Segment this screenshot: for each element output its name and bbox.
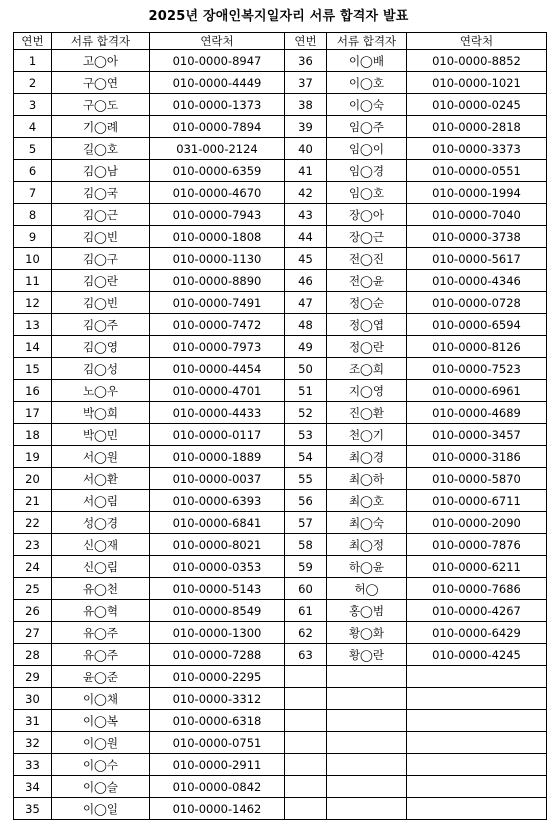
cell-name: 전◯윤 bbox=[327, 270, 407, 292]
cell-name: 이◯배 bbox=[327, 50, 407, 72]
cell-no: 35 bbox=[14, 798, 52, 820]
header-phone: 연락처 bbox=[150, 33, 285, 50]
cell-phone: 010-0000-4670 bbox=[150, 182, 285, 204]
cell-phone: 010-0000-4346 bbox=[407, 270, 547, 292]
cell-name: 황◯란 bbox=[327, 644, 407, 666]
cell-phone: 010-0000-7943 bbox=[150, 204, 285, 226]
cell-no: 8 bbox=[14, 204, 52, 226]
cell-no: 20 bbox=[14, 468, 52, 490]
cell-name: 이◯수 bbox=[52, 754, 150, 776]
cell-phone: 010-0000-3373 bbox=[407, 138, 547, 160]
cell-no: 62 bbox=[285, 622, 327, 644]
table-row bbox=[14, 424, 547, 446]
cell-name: 유◯주 bbox=[52, 622, 150, 644]
cell-no: 59 bbox=[285, 556, 327, 578]
cell-no: 10 bbox=[14, 248, 52, 270]
cell-name: 임◯호 bbox=[327, 182, 407, 204]
cell-phone: 010-0000-1300 bbox=[150, 622, 285, 644]
cell-phone bbox=[407, 754, 547, 776]
cell-no: 24 bbox=[14, 556, 52, 578]
cell-no: 48 bbox=[285, 314, 327, 336]
cell-no: 52 bbox=[285, 402, 327, 424]
cell-phone: 010-0000-0245 bbox=[407, 94, 547, 116]
cell-no: 31 bbox=[14, 710, 52, 732]
cell-no: 30 bbox=[14, 688, 52, 710]
cell-no: 3 bbox=[14, 94, 52, 116]
table-row bbox=[14, 776, 547, 798]
cell-name: 구◯도 bbox=[52, 94, 150, 116]
table-row bbox=[14, 160, 547, 182]
cell-no: 11 bbox=[14, 270, 52, 292]
cell-name: 고◯아 bbox=[52, 50, 150, 72]
table-row bbox=[14, 644, 547, 666]
cell-no: 22 bbox=[14, 512, 52, 534]
cell-phone: 010-0000-0037 bbox=[150, 468, 285, 490]
cell-name: 하◯윤 bbox=[327, 556, 407, 578]
cell-name: 김◯성 bbox=[52, 358, 150, 380]
cell-phone: 010-0000-4267 bbox=[407, 600, 547, 622]
cell-phone: 010-0000-1130 bbox=[150, 248, 285, 270]
cell-no: 57 bbox=[285, 512, 327, 534]
table-row bbox=[14, 556, 547, 578]
cell-no: 45 bbox=[285, 248, 327, 270]
cell-phone: 010-0000-8021 bbox=[150, 534, 285, 556]
cell-phone: 010-0000-6594 bbox=[407, 314, 547, 336]
cell-name: 천◯기 bbox=[327, 424, 407, 446]
table-row bbox=[14, 116, 547, 138]
cell-no bbox=[285, 688, 327, 710]
cell-phone: 010-0000-0728 bbox=[407, 292, 547, 314]
cell-no: 50 bbox=[285, 358, 327, 380]
table-row bbox=[14, 622, 547, 644]
cell-name: 진◯환 bbox=[327, 402, 407, 424]
cell-phone: 010-0000-8947 bbox=[150, 50, 285, 72]
cell-name: 박◯민 bbox=[52, 424, 150, 446]
cell-no: 13 bbox=[14, 314, 52, 336]
cell-name: 최◯경 bbox=[327, 446, 407, 468]
cell-no: 1 bbox=[14, 50, 52, 72]
cell-no: 19 bbox=[14, 446, 52, 468]
cell-name: 이◯숙 bbox=[327, 94, 407, 116]
header-row bbox=[14, 33, 547, 50]
cell-phone: 010-0000-1889 bbox=[150, 446, 285, 468]
cell-name: 황◯화 bbox=[327, 622, 407, 644]
cell-phone: 010-0000-2818 bbox=[407, 116, 547, 138]
cell-name: 홍◯범 bbox=[327, 600, 407, 622]
cell-phone bbox=[407, 688, 547, 710]
table-row bbox=[14, 578, 547, 600]
cell-no: 60 bbox=[285, 578, 327, 600]
cell-phone: 010-0000-7040 bbox=[407, 204, 547, 226]
cell-phone: 010-0000-7973 bbox=[150, 336, 285, 358]
cell-phone: 010-0000-0353 bbox=[150, 556, 285, 578]
cell-no: 12 bbox=[14, 292, 52, 314]
cell-no: 32 bbox=[14, 732, 52, 754]
cell-name: 윤◯준 bbox=[52, 666, 150, 688]
cell-name: 임◯이 bbox=[327, 138, 407, 160]
cell-phone: 010-0000-6359 bbox=[150, 160, 285, 182]
cell-phone: 010-0000-5617 bbox=[407, 248, 547, 270]
cell-phone bbox=[407, 798, 547, 820]
cell-no: 25 bbox=[14, 578, 52, 600]
table-row bbox=[14, 468, 547, 490]
cell-phone: 010-0000-4689 bbox=[407, 402, 547, 424]
cell-no: 17 bbox=[14, 402, 52, 424]
cell-name: 장◯아 bbox=[327, 204, 407, 226]
cell-name: 서◯림 bbox=[52, 490, 150, 512]
cell-phone: 031-000-2124 bbox=[150, 138, 285, 160]
cell-no: 55 bbox=[285, 468, 327, 490]
cell-phone: 010-0000-2911 bbox=[150, 754, 285, 776]
table-row bbox=[14, 490, 547, 512]
cell-no: 54 bbox=[285, 446, 327, 468]
cell-phone: 010-0000-6961 bbox=[407, 380, 547, 402]
cell-no bbox=[285, 776, 327, 798]
cell-phone: 010-0000-4449 bbox=[150, 72, 285, 94]
table-row bbox=[14, 336, 547, 358]
cell-no: 28 bbox=[14, 644, 52, 666]
table-row bbox=[14, 380, 547, 402]
table-row bbox=[14, 534, 547, 556]
cell-name: 김◯주 bbox=[52, 314, 150, 336]
cell-no: 53 bbox=[285, 424, 327, 446]
cell-phone: 010-0000-3186 bbox=[407, 446, 547, 468]
cell-name: 최◯숙 bbox=[327, 512, 407, 534]
cell-name: 길◯호 bbox=[52, 138, 150, 160]
table-row bbox=[14, 446, 547, 468]
table-row bbox=[14, 666, 547, 688]
cell-no: 43 bbox=[285, 204, 327, 226]
cell-phone: 010-0000-0117 bbox=[150, 424, 285, 446]
cell-no bbox=[285, 754, 327, 776]
cell-name: 김◯구 bbox=[52, 248, 150, 270]
table-row bbox=[14, 270, 547, 292]
cell-phone: 010-0000-4245 bbox=[407, 644, 547, 666]
cell-phone: 010-0000-7876 bbox=[407, 534, 547, 556]
cell-no: 33 bbox=[14, 754, 52, 776]
table-row bbox=[14, 798, 547, 820]
cell-phone: 010-0000-6711 bbox=[407, 490, 547, 512]
cell-no: 37 bbox=[285, 72, 327, 94]
cell-phone: 010-0000-8890 bbox=[150, 270, 285, 292]
cell-phone: 010-0000-6393 bbox=[150, 490, 285, 512]
cell-name: 지◯영 bbox=[327, 380, 407, 402]
table-row bbox=[14, 402, 547, 424]
cell-no: 38 bbox=[285, 94, 327, 116]
cell-phone: 010-0000-5870 bbox=[407, 468, 547, 490]
cell-name: 김◯국 bbox=[52, 182, 150, 204]
cell-phone: 010-0000-7288 bbox=[150, 644, 285, 666]
table-row bbox=[14, 292, 547, 314]
table-row bbox=[14, 600, 547, 622]
cell-name: 정◯순 bbox=[327, 292, 407, 314]
cell-phone bbox=[407, 776, 547, 798]
cell-name: 이◯호 bbox=[327, 72, 407, 94]
header-no: 연번 bbox=[14, 33, 52, 50]
cell-name bbox=[327, 688, 407, 710]
cell-name: 정◯엽 bbox=[327, 314, 407, 336]
cell-phone: 010-0000-1808 bbox=[150, 226, 285, 248]
cell-name: 이◯채 bbox=[52, 688, 150, 710]
cell-name: 신◯재 bbox=[52, 534, 150, 556]
cell-phone: 010-0000-1373 bbox=[150, 94, 285, 116]
cell-no: 4 bbox=[14, 116, 52, 138]
cell-name bbox=[327, 754, 407, 776]
cell-phone: 010-0000-2295 bbox=[150, 666, 285, 688]
cell-name: 최◯호 bbox=[327, 490, 407, 512]
table-row bbox=[14, 710, 547, 732]
cell-name: 유◯주 bbox=[52, 644, 150, 666]
header-no: 연번 bbox=[285, 33, 327, 50]
cell-name: 박◯희 bbox=[52, 402, 150, 424]
cell-no bbox=[285, 666, 327, 688]
cell-no: 34 bbox=[14, 776, 52, 798]
cell-phone: 010-0000-6318 bbox=[150, 710, 285, 732]
cell-no: 27 bbox=[14, 622, 52, 644]
cell-no: 61 bbox=[285, 600, 327, 622]
cell-phone: 010-0000-6429 bbox=[407, 622, 547, 644]
cell-phone: 010-0000-1462 bbox=[150, 798, 285, 820]
cell-name: 임◯주 bbox=[327, 116, 407, 138]
cell-name: 정◯란 bbox=[327, 336, 407, 358]
cell-phone: 010-0000-7472 bbox=[150, 314, 285, 336]
table-row bbox=[14, 754, 547, 776]
cell-phone: 010-0000-0751 bbox=[150, 732, 285, 754]
cell-phone: 010-0000-4433 bbox=[150, 402, 285, 424]
cell-name: 이◯슬 bbox=[52, 776, 150, 798]
cell-name: 최◯정 bbox=[327, 534, 407, 556]
cell-phone bbox=[407, 666, 547, 688]
cell-phone: 010-0000-3738 bbox=[407, 226, 547, 248]
header-name: 서류 합격자 bbox=[327, 33, 407, 50]
cell-phone: 010-0000-8852 bbox=[407, 50, 547, 72]
table-row bbox=[14, 732, 547, 754]
cell-no: 40 bbox=[285, 138, 327, 160]
cell-name: 최◯하 bbox=[327, 468, 407, 490]
cell-phone: 010-0000-6211 bbox=[407, 556, 547, 578]
cell-phone: 010-0000-4701 bbox=[150, 380, 285, 402]
cell-no: 63 bbox=[285, 644, 327, 666]
cell-no: 6 bbox=[14, 160, 52, 182]
table-row bbox=[14, 226, 547, 248]
cell-no: 44 bbox=[285, 226, 327, 248]
cell-no: 14 bbox=[14, 336, 52, 358]
cell-name: 김◯영 bbox=[52, 336, 150, 358]
cell-name: 성◯경 bbox=[52, 512, 150, 534]
cell-no: 46 bbox=[285, 270, 327, 292]
cell-phone: 010-0000-7491 bbox=[150, 292, 285, 314]
cell-phone: 010-0000-8126 bbox=[407, 336, 547, 358]
cell-name: 서◯환 bbox=[52, 468, 150, 490]
cell-phone: 010-0000-8549 bbox=[150, 600, 285, 622]
cell-no: 36 bbox=[285, 50, 327, 72]
header-name: 서류 합격자 bbox=[52, 33, 150, 50]
cell-no: 49 bbox=[285, 336, 327, 358]
cell-no bbox=[285, 798, 327, 820]
cell-name: 유◯혁 bbox=[52, 600, 150, 622]
cell-no: 23 bbox=[14, 534, 52, 556]
cell-no: 47 bbox=[285, 292, 327, 314]
cell-phone: 010-0000-5143 bbox=[150, 578, 285, 600]
cell-no: 42 bbox=[285, 182, 327, 204]
cell-phone: 010-0000-7523 bbox=[407, 358, 547, 380]
cell-phone: 010-0000-0551 bbox=[407, 160, 547, 182]
cell-name bbox=[327, 798, 407, 820]
cell-phone: 010-0000-4454 bbox=[150, 358, 285, 380]
cell-no: 51 bbox=[285, 380, 327, 402]
table-row bbox=[14, 314, 547, 336]
cell-name bbox=[327, 732, 407, 754]
cell-phone: 010-0000-0842 bbox=[150, 776, 285, 798]
cell-no: 29 bbox=[14, 666, 52, 688]
cell-phone: 010-0000-3312 bbox=[150, 688, 285, 710]
cell-name: 구◯연 bbox=[52, 72, 150, 94]
table-row bbox=[14, 248, 547, 270]
cell-name: 이◯일 bbox=[52, 798, 150, 820]
table-row bbox=[14, 688, 547, 710]
cell-no: 58 bbox=[285, 534, 327, 556]
cell-name: 신◯림 bbox=[52, 556, 150, 578]
cell-name: 이◯원 bbox=[52, 732, 150, 754]
cell-name: 허◯ bbox=[327, 578, 407, 600]
cell-no: 5 bbox=[14, 138, 52, 160]
cell-name: 김◯남 bbox=[52, 160, 150, 182]
cell-phone: 010-0000-1021 bbox=[407, 72, 547, 94]
cell-name: 서◯원 bbox=[52, 446, 150, 468]
cell-no: 39 bbox=[285, 116, 327, 138]
table-row bbox=[14, 512, 547, 534]
cell-name: 김◯빈 bbox=[52, 292, 150, 314]
cell-no: 21 bbox=[14, 490, 52, 512]
cell-no: 56 bbox=[285, 490, 327, 512]
cell-no: 41 bbox=[285, 160, 327, 182]
table-row bbox=[14, 72, 547, 94]
page-title: 2025년 장애인복지일자리 서류 합격자 발표 bbox=[148, 9, 409, 24]
cell-phone bbox=[407, 710, 547, 732]
cell-phone: 010-0000-6841 bbox=[150, 512, 285, 534]
cell-phone: 010-0000-7894 bbox=[150, 116, 285, 138]
cell-name: 임◯경 bbox=[327, 160, 407, 182]
cell-name: 노◯우 bbox=[52, 380, 150, 402]
cell-name bbox=[327, 710, 407, 732]
cell-phone: 010-0000-3457 bbox=[407, 424, 547, 446]
cell-no: 7 bbox=[14, 182, 52, 204]
cell-name: 조◯희 bbox=[327, 358, 407, 380]
cell-name: 유◯천 bbox=[52, 578, 150, 600]
cell-no bbox=[285, 732, 327, 754]
cell-name: 김◯근 bbox=[52, 204, 150, 226]
table-row bbox=[14, 204, 547, 226]
cell-no: 26 bbox=[14, 600, 52, 622]
cell-name: 김◯빈 bbox=[52, 226, 150, 248]
table-row bbox=[14, 50, 547, 72]
header-phone: 연락처 bbox=[407, 33, 547, 50]
table-row bbox=[14, 94, 547, 116]
table-row bbox=[14, 138, 547, 160]
cell-no: 18 bbox=[14, 424, 52, 446]
cell-phone bbox=[407, 732, 547, 754]
cell-name bbox=[327, 776, 407, 798]
cell-no bbox=[285, 710, 327, 732]
cell-no: 9 bbox=[14, 226, 52, 248]
cell-phone: 010-0000-2090 bbox=[407, 512, 547, 534]
cell-name: 장◯근 bbox=[327, 226, 407, 248]
cell-phone: 010-0000-1994 bbox=[407, 182, 547, 204]
applicant-table bbox=[13, 32, 547, 820]
cell-no: 16 bbox=[14, 380, 52, 402]
cell-name: 기◯례 bbox=[52, 116, 150, 138]
cell-name: 김◯란 bbox=[52, 270, 150, 292]
table-row bbox=[14, 358, 547, 380]
cell-no: 2 bbox=[14, 72, 52, 94]
cell-name: 전◯진 bbox=[327, 248, 407, 270]
cell-no: 15 bbox=[14, 358, 52, 380]
cell-phone: 010-0000-7686 bbox=[407, 578, 547, 600]
cell-name: 이◯복 bbox=[52, 710, 150, 732]
cell-name bbox=[327, 666, 407, 688]
table-row bbox=[14, 182, 547, 204]
